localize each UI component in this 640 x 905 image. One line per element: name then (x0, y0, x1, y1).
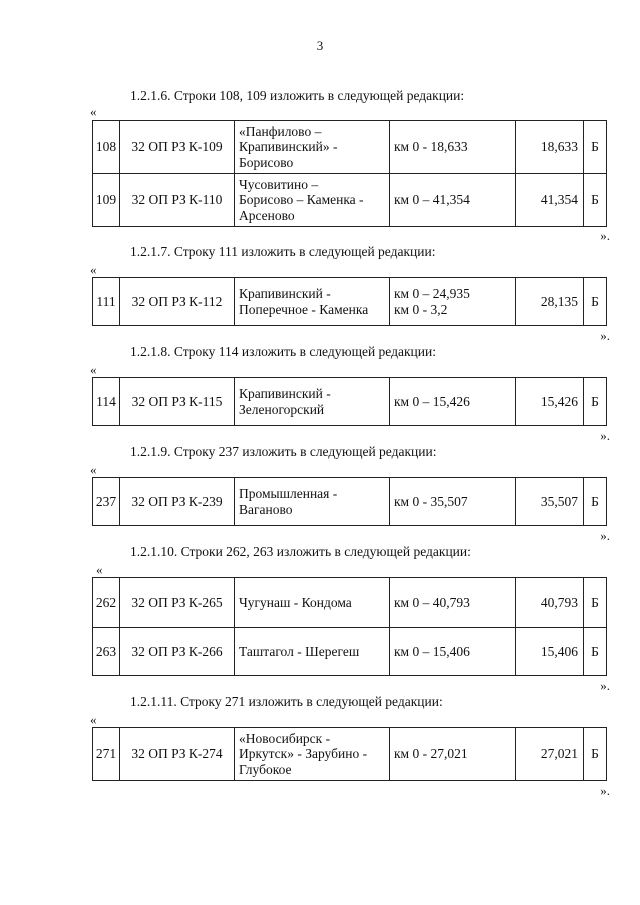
section-heading: 1.2.1.7. Строку 111 изложить в следующей редакции: (130, 244, 436, 259)
road-code: 32 ОП РЗ К-265 (120, 578, 235, 628)
km-range: км 0 - 18,633 (390, 121, 516, 174)
road-category: Б (584, 121, 607, 174)
row-number: 114 (93, 378, 120, 426)
close-quote: ». (600, 428, 610, 443)
road-name-line: Крапивинский - (239, 286, 331, 301)
road-table (92, 727, 607, 781)
road-category: Б (584, 478, 607, 526)
road-length: 41,354 (516, 174, 584, 227)
road-name-line: Глубокое (239, 761, 292, 777)
km-range: км 0 – 40,793 (390, 578, 516, 628)
road-name-line: Борисово (239, 154, 294, 170)
road-name: Таштагол - Шерегеш (235, 628, 390, 676)
open-quote: « (90, 712, 97, 727)
section-heading: 1.2.1.11. Строку 271 изложить в следующей редакции: (130, 694, 443, 709)
row-number: 271 (93, 728, 120, 781)
row-number: 109 (93, 174, 120, 227)
road-code: 32 ОП РЗ К-109 (120, 121, 235, 174)
road-name-line: Крапивинский - (239, 386, 331, 401)
road-name-line: Крапивинский» - (239, 139, 338, 155)
road-code: 32 ОП РЗ К-239 (120, 478, 235, 526)
row-number: 108 (93, 121, 120, 174)
km-range-line: км 0 - 3,2 (394, 301, 448, 317)
road-category: Б (584, 278, 607, 326)
road-name (235, 728, 390, 781)
road-table (92, 577, 607, 676)
road-code: 32 ОП РЗ К-115 (120, 378, 235, 426)
road-code: 32 ОП РЗ К-266 (120, 628, 235, 676)
open-quote: « (90, 262, 97, 277)
road-name: Чугунаш - Кондома (235, 578, 390, 628)
road-length: 18,633 (516, 121, 584, 174)
section-heading: 1.2.1.8. Строку 114 изложить в следующей редакции: (130, 344, 436, 359)
table-row (93, 378, 607, 426)
table-row (93, 728, 607, 781)
road-name-line: Борисово – Каменка - (239, 192, 364, 208)
road-name-line: «Новосибирск - (239, 730, 331, 746)
road-length: 27,021 (516, 728, 584, 781)
table-row (93, 628, 607, 676)
road-name-line: Чусовитино – (239, 176, 319, 192)
road-table (92, 277, 607, 326)
road-name-line: Поперечное - Каменка (239, 301, 369, 317)
road-length: 35,507 (516, 478, 584, 526)
road-table (92, 477, 607, 526)
road-category: Б (584, 174, 607, 227)
road-name-line: «Панфилово – (239, 123, 322, 139)
road-length: 40,793 (516, 578, 584, 628)
road-name-line: Арсеново (239, 207, 295, 223)
road-name (235, 478, 390, 526)
table-row (93, 174, 607, 227)
road-category: Б (584, 578, 607, 628)
row-number: 262 (93, 578, 120, 628)
km-range (390, 278, 516, 326)
km-range: км 0 - 35,507 (390, 478, 516, 526)
km-range: км 0 – 15,426 (390, 378, 516, 426)
open-quote: « (90, 104, 97, 119)
close-quote: ». (600, 783, 610, 798)
close-quote: ». (600, 328, 610, 343)
road-category: Б (584, 378, 607, 426)
road-table (92, 377, 607, 426)
km-range: км 0 – 41,354 (390, 174, 516, 227)
road-name (235, 121, 390, 174)
close-quote: ». (600, 528, 610, 543)
table-row (93, 278, 607, 326)
road-name (235, 174, 390, 227)
road-name-line: Ваганово (239, 501, 293, 517)
road-name (235, 378, 390, 426)
row-number: 237 (93, 478, 120, 526)
road-code: 32 ОП РЗ К-274 (120, 728, 235, 781)
road-name-line: Промышленная - (239, 486, 338, 501)
close-quote: ». (600, 678, 610, 693)
table-row (93, 121, 607, 174)
road-length: 28,135 (516, 278, 584, 326)
road-length: 15,406 (516, 628, 584, 676)
road-category: Б (584, 728, 607, 781)
road-name-line: Зеленогорский (239, 401, 325, 417)
table-row (93, 478, 607, 526)
road-name-line: Иркутск» - Зарубино - (239, 746, 368, 762)
km-range-line: км 0 – 24,935 (394, 286, 470, 301)
row-number: 111 (93, 278, 120, 326)
road-code: 32 ОП РЗ К-110 (120, 174, 235, 227)
road-table (92, 120, 607, 227)
km-range: км 0 - 27,021 (390, 728, 516, 781)
section-heading: 1.2.1.9. Строку 237 изложить в следующей редакции: (130, 444, 437, 459)
open-quote: « (90, 362, 97, 377)
open-quote: « (96, 562, 103, 577)
page-number: 3 (316, 38, 324, 53)
km-range: км 0 – 15,406 (390, 628, 516, 676)
section-heading: 1.2.1.6. Строки 108, 109 изложить в следующей редакции: (130, 88, 465, 103)
road-category: Б (584, 628, 607, 676)
road-code: 32 ОП РЗ К-112 (120, 278, 235, 326)
table-row (93, 578, 607, 628)
section-heading: 1.2.1.10. Строки 262, 263 изложить в следующей редакции: (130, 544, 471, 559)
row-number: 263 (93, 628, 120, 676)
close-quote: ». (600, 228, 610, 243)
road-name (235, 278, 390, 326)
road-length: 15,426 (516, 378, 584, 426)
open-quote: « (90, 462, 97, 477)
